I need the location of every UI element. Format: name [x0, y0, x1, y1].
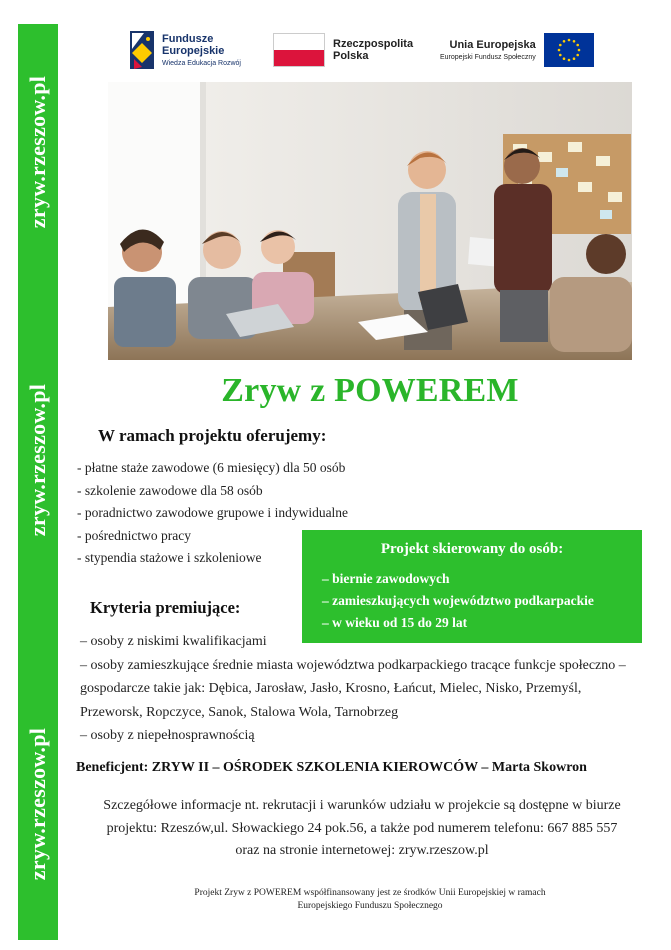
contact-details [72, 795, 652, 863]
list-item: – osoby z niskimi kwalifikacjami [80, 634, 267, 649]
sidebar-url-text: zryw.rzeszow.pl [25, 727, 50, 881]
logo-text: Fundusze [162, 33, 214, 45]
footer-line: Projekt Zryw z POWEREM współfinansowany jest ze środków Unii Europejskiej w ramach [194, 888, 546, 898]
sidebar-url-text: zryw.rzeszow.pl [25, 383, 50, 537]
list-item: - pośrednictwo pracy [77, 527, 191, 543]
page-title: Zryw z POWEREM [221, 372, 519, 409]
list-item: - poradnictwo zawodowe grupowe i indywidualne [77, 505, 349, 520]
criteria-heading: Kryteria premiujące: [90, 598, 241, 617]
list-item: – biernie zawodowych [322, 571, 450, 586]
logo-text: Europejskie [162, 45, 225, 57]
logo-text: Polska [333, 50, 369, 62]
details-line: projektu: Rzeszów,ul. Słowackiego 24 pok.56, a także pod numerem telefonu: 667 885 557 [106, 820, 618, 836]
logos-row [100, 26, 640, 74]
website-sidebar [18, 24, 58, 940]
list-item: - płatne staże zawodowe (6 miesięcy) dla 50 osób [77, 460, 346, 475]
logo-text: Rzeczpospolita [333, 38, 414, 50]
sidebar-url-text: zryw.rzeszow.pl [25, 75, 50, 229]
beneficiary-line: Beneficjent: ZRYW II – OŚRODEK SZKOLENIA KIEROWCÓW – Marta Skowron [76, 760, 587, 775]
list-item: - stypendia stażowe i szkoleniowe [77, 550, 262, 565]
details-line: Szczegółowe informacje nt. rekrutacji i warunków udziału w projekcie są dostępne w biurze [103, 798, 621, 813]
logo-subtext: Wiedza Edukacja Rozwój [162, 60, 241, 67]
eu-flag-icon [544, 33, 594, 67]
list-item: – osoby zamieszkujące średnie miasta województwa podkarpackiego tracące funkcje społeczno – gospodarcze takie jak: Dębica, Jarosław, Jasło, Krosno, Łańcut, Mielec, Nisko, Przemyśl, Przeworsk, Ropczyce, Sanok, Stalowa Wola, Tarnobrzeg [80, 657, 626, 720]
list-item: – zamieszkujących województwo podkarpackie [322, 593, 594, 608]
rzeczpospolita-polska-logo [273, 26, 413, 74]
details-line: oraz na stronie internetowej: zryw.rzeszow.pl [235, 843, 489, 858]
list-item: – w wieku od 15 do 29 lat [322, 615, 468, 630]
footer-line: Europejskiego Funduszu Społecznego [297, 901, 443, 911]
target-group-heading: Projekt skierowany do osób: [380, 541, 564, 557]
funding-footer [108, 887, 632, 913]
logo-subtext: Europejski Fundusz Społeczny [440, 54, 536, 61]
logo-text: Unia Europejska [449, 39, 536, 51]
list-item: - szkolenie zawodowe dla 58 osób [77, 482, 263, 498]
meeting-photo [108, 82, 632, 360]
unia-europejska-logo [440, 26, 594, 74]
target-group-list [322, 568, 594, 634]
list-item: – osoby z niepełnosprawnością [80, 728, 255, 743]
target-group-box [302, 530, 642, 643]
offer-heading: W ramach projektu oferujemy: [98, 426, 327, 445]
fundusze-europejskie-logo [128, 26, 241, 74]
fundusze-europejskie-icon [128, 29, 156, 71]
criteria-list [80, 630, 645, 748]
poland-flag-icon [273, 33, 325, 67]
